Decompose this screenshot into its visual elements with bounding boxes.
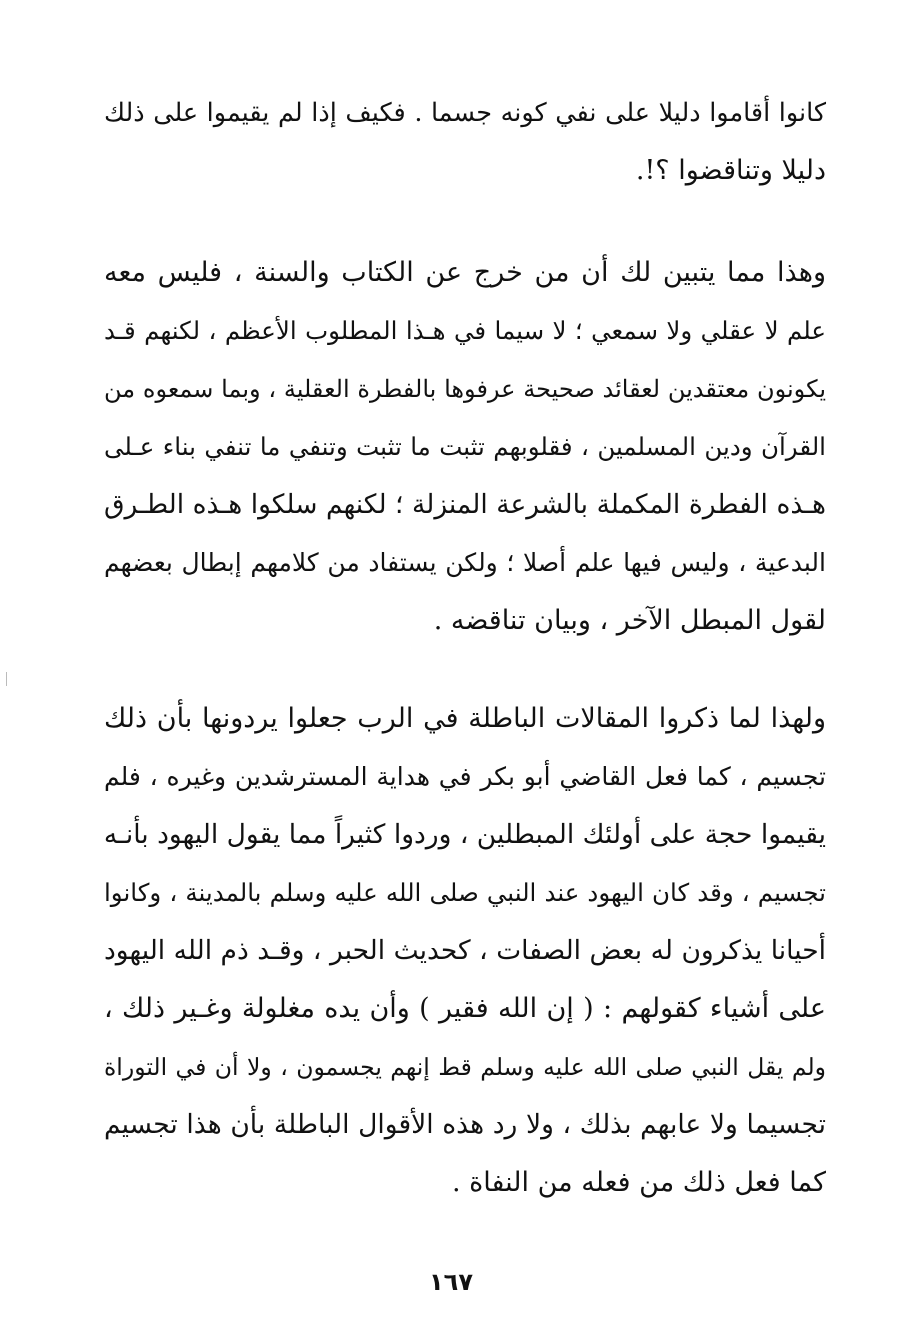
margin-mark (6, 672, 7, 686)
text-line: أحيانا يذكرون له بعض الصفات ، كحديث الحبر ، وقـد ذم الله اليهود (104, 935, 826, 966)
text-line: القرآن ودين المسلمين ، فقلوبهم تثبت ما تثبت وتنفي ما تنفي بناء عـلى (104, 432, 826, 461)
text-line: علم لا عقلي ولا سمعي ؛ لا سيما في هـذا المطلوب الأعظم ، لكنهم قـد (104, 316, 826, 345)
text-line: يقيموا حجة على أولئك المبطلين ، وردوا كثيراً مما يقول اليهود بأنـه (103, 819, 826, 850)
text-line: هـذه الفطرة المكملة بالشرعة المنزلة ؛ لكنهم سلكوا هـذه الطـرق (104, 489, 826, 520)
text-line: تجسيما ولا عابهم بذلك ، ولا رد هذه الأقوال الباطلة بأن هذا تجسيم (104, 1109, 826, 1140)
paragraph-1 (104, 84, 826, 200)
text-line: يكونون معتقدين لعقائد صحيحة عرفوها بالفطرة العقلية ، وبما سمعوه من (104, 375, 826, 403)
text-line: تجسيم ، وقد كان اليهود عند النبي صلى الله عليه وسلم بالمدينة ، وكانوا (104, 878, 826, 907)
text-line: ولم يقل النبي صلى الله عليه وسلم قط إنهم يجسمون ، ولا أن في التوراة (104, 1053, 826, 1081)
text-line: دليلا وتناقضوا ؟!. (635, 155, 826, 186)
text-line: كانوا أقاموا دليلا على نفي كونه جسما . فكيف إذا لم يقيموا على ذلك (104, 98, 826, 128)
text-line: ولهذا لما ذكروا المقالات الباطلة في الرب جعلوا يردونها بأن ذلك (104, 703, 826, 734)
text-line: تجسيم ، كما فعل القاضي أبو بكر في هداية المسترشدين وغيره ، فلم (104, 762, 826, 791)
page-number: ١٦٧ (429, 1268, 473, 1296)
paragraph-3 (104, 690, 826, 1212)
text-line: البدعية ، وليس فيها علم أصلا ؛ ولكن يستفاد من كلامهم إبطال بعضهم (104, 548, 826, 577)
text-line: كما فعل ذلك من فعله من النفاة . (451, 1167, 826, 1198)
text-line: وهذا مما يتبين لك أن من خرج عن الكتاب والسنة ، فليس معه (104, 257, 826, 288)
text-line: على أشياء كقولهم : ( إن الله فقير ) وأن يده مغلولة وغـير ذلك ، (104, 993, 826, 1024)
text-line: لقول المبطل الآخر ، وبيان تناقضه . (433, 605, 826, 636)
paragraph-2 (104, 244, 826, 650)
